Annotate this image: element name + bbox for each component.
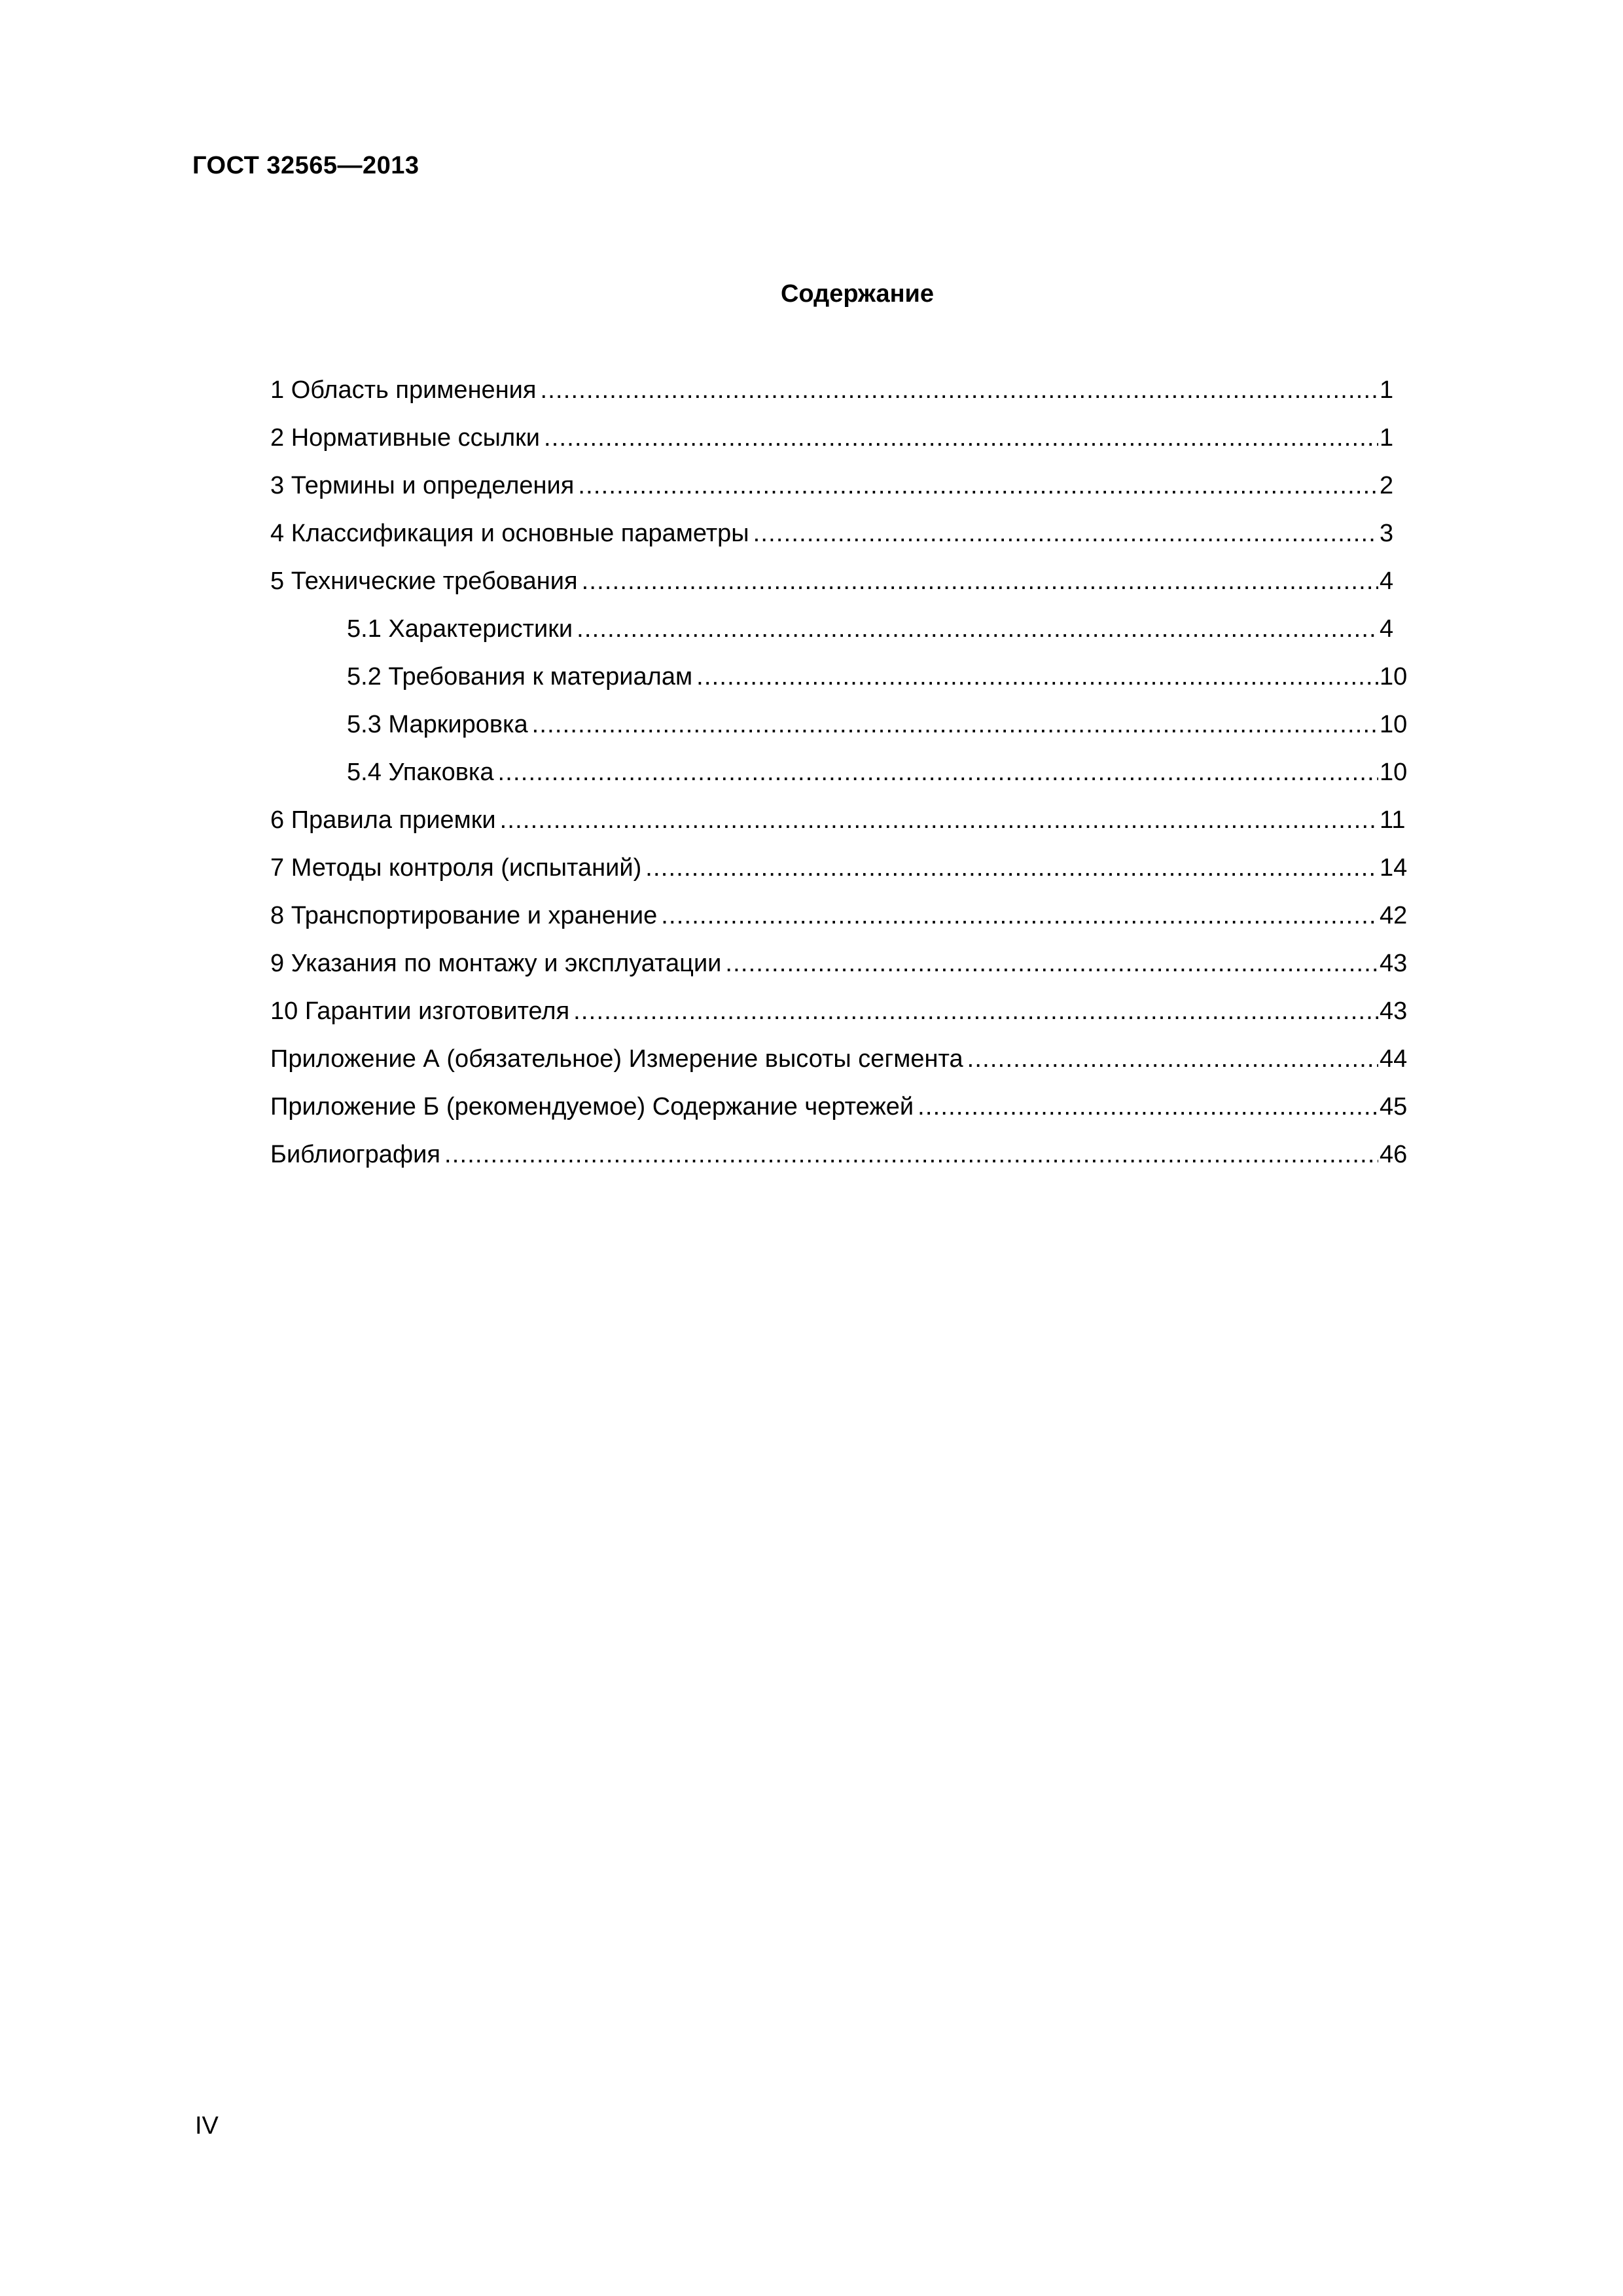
toc-entry-label: 5 Технические требования <box>270 567 578 595</box>
toc-entry-label: 3 Термины и определения <box>270 472 575 499</box>
toc-entry-label: 5.4 Упаковка <box>347 759 494 786</box>
toc-entry-label: Библиография <box>270 1141 440 1168</box>
toc-entry-page: 10 <box>1380 711 1408 738</box>
toc-entry-label: 9 Указания по монтажу и эксплуатации <box>270 950 722 977</box>
toc-dot-leader <box>645 853 1378 883</box>
toc-entry-1[interactable] <box>270 375 1425 423</box>
toc-dot-leader <box>967 1044 1378 1074</box>
toc-entry-page: 1 <box>1380 376 1394 404</box>
toc-entry-page: 1 <box>1380 424 1394 452</box>
toc-entry-appendix-b[interactable] <box>270 1092 1425 1139</box>
toc-dot-leader <box>753 518 1378 548</box>
toc-entry-appendix-a[interactable] <box>270 1044 1425 1092</box>
toc-entry-2[interactable] <box>270 423 1425 471</box>
toc-entry-page: 4 <box>1380 567 1394 595</box>
toc-entry-label: 7 Методы контроля (испытаний) <box>270 854 642 882</box>
document-header: ГОСТ 32565—2013 <box>192 152 419 179</box>
toc-entry-8[interactable] <box>270 901 1425 948</box>
toc-entry-page: 10 <box>1380 759 1408 786</box>
toc-entry-label: 6 Правила приемки <box>270 806 496 834</box>
toc-entry-label: 1 Область применения <box>270 376 537 404</box>
toc-entry-9[interactable] <box>270 948 1425 996</box>
toc-entry-label: 2 Нормативные ссылки <box>270 424 540 452</box>
toc-entry-page: 43 <box>1380 950 1408 977</box>
toc-entry-6[interactable] <box>270 805 1425 853</box>
toc-entry-label: 4 Классификация и основные параметры <box>270 520 749 547</box>
table-of-contents <box>270 375 1425 1187</box>
toc-dot-leader <box>725 948 1378 978</box>
toc-dot-leader <box>582 566 1378 596</box>
toc-entry-page: 14 <box>1380 854 1408 882</box>
toc-entry-7[interactable] <box>270 853 1425 901</box>
page-number: IV <box>195 2112 219 2140</box>
toc-dot-leader <box>918 1092 1378 1122</box>
toc-entry-page: 45 <box>1380 1093 1408 1121</box>
toc-entry-page: 11 <box>1380 806 1406 834</box>
toc-entry-page: 43 <box>1380 997 1408 1025</box>
toc-title: Содержание <box>780 280 935 308</box>
toc-dot-leader <box>577 614 1378 644</box>
toc-entry-page: 3 <box>1380 520 1394 547</box>
toc-dot-leader <box>540 375 1378 405</box>
toc-entry-5-3[interactable] <box>270 709 1425 757</box>
toc-entry-5-1[interactable] <box>270 614 1425 662</box>
toc-entry-page: 42 <box>1380 902 1408 929</box>
toc-entry-page: 4 <box>1380 615 1394 643</box>
toc-dot-leader <box>661 901 1378 931</box>
toc-entry-label: 5.3 Маркировка <box>347 711 528 738</box>
toc-entry-5-2[interactable] <box>270 662 1425 709</box>
toc-entry-5[interactable] <box>270 566 1425 614</box>
toc-dot-leader <box>444 1139 1378 1170</box>
toc-entry-label: 8 Транспортирование и хранение <box>270 902 658 929</box>
toc-entry-label: 10 Гарантии изготовителя <box>270 997 570 1025</box>
toc-entry-5-4[interactable] <box>270 757 1425 805</box>
toc-entry-label: 5.1 Характеристики <box>347 615 573 643</box>
toc-dot-leader <box>544 423 1378 453</box>
toc-entry-page: 2 <box>1380 472 1394 499</box>
toc-entry-label: Приложение Б (рекомендуемое) Содержание чертежей <box>270 1093 914 1121</box>
toc-entry-page: 46 <box>1380 1141 1408 1168</box>
toc-entry-page: 44 <box>1380 1045 1408 1073</box>
toc-dot-leader <box>573 996 1378 1026</box>
toc-dot-leader <box>578 471 1378 501</box>
toc-entry-4[interactable] <box>270 518 1425 566</box>
toc-entry-10[interactable] <box>270 996 1425 1044</box>
toc-entry-bibliography[interactable] <box>270 1139 1425 1187</box>
toc-entry-label: Приложение А (обязательное) Измерение высоты сегмента <box>270 1045 963 1073</box>
toc-entry-3[interactable] <box>270 471 1425 518</box>
toc-entry-label: 5.2 Требования к материалам <box>347 663 693 691</box>
toc-dot-leader <box>498 757 1379 787</box>
toc-dot-leader <box>696 662 1378 692</box>
toc-entry-page: 10 <box>1380 663 1408 691</box>
toc-dot-leader <box>532 709 1378 740</box>
toc-dot-leader <box>500 805 1378 835</box>
